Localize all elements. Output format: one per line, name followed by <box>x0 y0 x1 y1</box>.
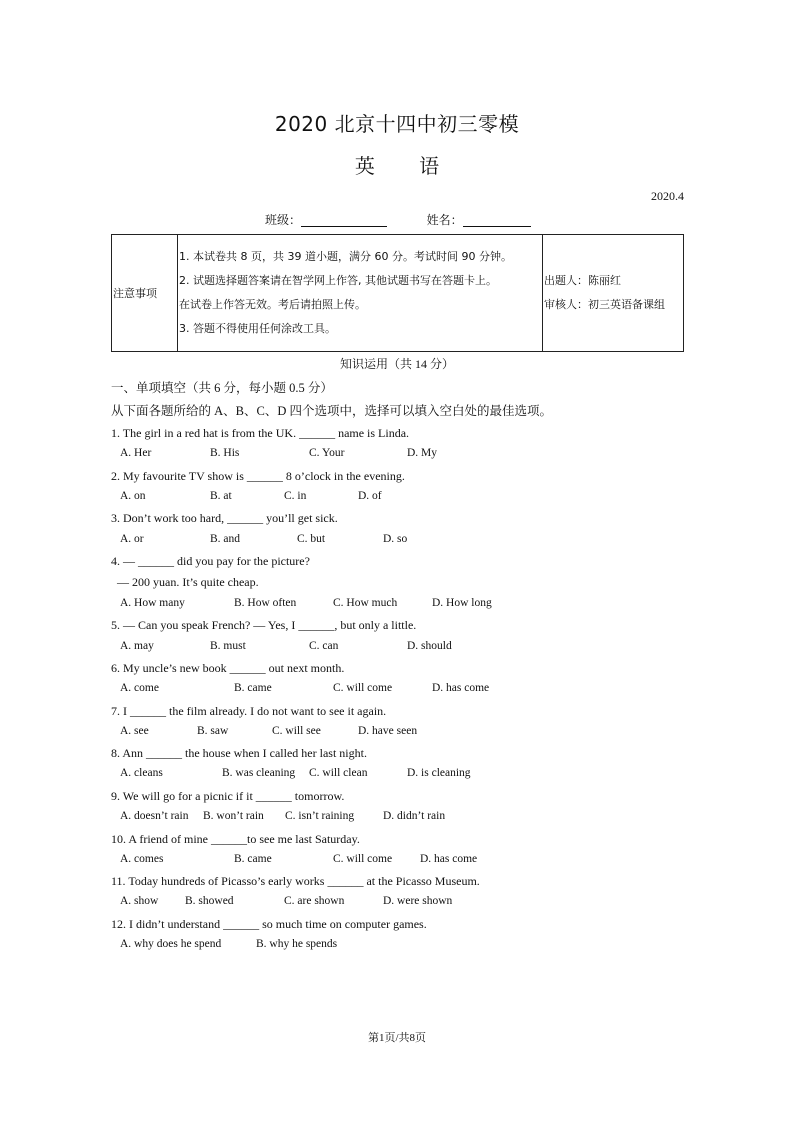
question-stem: 7. I ______ the film already. I do not want to see it again. <box>111 704 387 718</box>
option-d[interactable]: D. has come <box>432 682 490 694</box>
option-c[interactable]: C. can <box>309 640 339 652</box>
option-b[interactable]: B. and <box>210 533 241 545</box>
class-blank[interactable] <box>301 214 387 227</box>
option-d[interactable]: D. were shown <box>383 895 453 907</box>
question-stem: 12. I didn’t understand ______ so much time on computer games. <box>111 917 427 931</box>
option-a[interactable]: A. or <box>120 533 144 545</box>
option-a[interactable]: A. comes <box>120 853 164 865</box>
option-d[interactable]: D. has come <box>420 853 478 865</box>
option-a[interactable]: A. on <box>120 490 146 502</box>
question-stem-answer: — 200 yuan. It’s quite cheap. <box>117 575 259 589</box>
option-a[interactable]: A. come <box>120 682 159 694</box>
notice-line: 3. 答题不得使用任何涂改工具。 <box>179 322 336 335</box>
option-a[interactable]: A. Her <box>120 447 152 459</box>
option-d[interactable]: D. have seen <box>358 725 418 737</box>
notice-line: 在试卷上作答无效。考后请拍照上传。 <box>179 298 366 311</box>
exam-subject: 英 语 <box>354 154 440 178</box>
question-stem: 3. Don’t work too hard, ______ you’ll get sick. <box>111 511 338 525</box>
option-c[interactable]: C. will come <box>333 853 393 865</box>
option-b[interactable]: B. must <box>210 640 246 652</box>
option-a[interactable]: A. show <box>120 895 159 907</box>
option-c[interactable]: C. are shown <box>284 895 345 907</box>
option-a[interactable]: A. why does he spend <box>120 938 222 950</box>
name-blank[interactable] <box>463 214 531 227</box>
option-b[interactable]: B. showed <box>185 895 234 907</box>
option-d[interactable]: D. should <box>407 640 452 652</box>
option-b[interactable]: B. at <box>210 490 232 502</box>
question-stem: 9. We will go for a picnic if it ______ tomorrow. <box>111 789 345 803</box>
notice-content <box>178 235 543 352</box>
notice-label: 注意事项 <box>112 235 178 352</box>
reviewer-text: 审核人：初三英语备课组 <box>544 298 665 311</box>
question-stem: 2. My favourite TV show is ______ 8 o’clock in the evening. <box>111 469 405 483</box>
option-c[interactable]: C. will clean <box>309 767 368 779</box>
part-instruction: 从下面各题所给的 A、B、C、D 四个选项中，选择可以填入空白处的最佳选项。 <box>111 404 552 418</box>
section-title: 知识运用（共 14 分） <box>339 357 454 371</box>
question-stem: 6. My uncle’s new book ______ out next month. <box>111 661 345 675</box>
class-name-line <box>265 211 531 228</box>
question-stem: 4. — ______ did you pay for the picture? <box>111 554 310 568</box>
option-a[interactable]: A. doesn’t rain <box>120 810 189 822</box>
notice-staff <box>543 235 684 352</box>
option-a[interactable]: A. cleans <box>120 767 163 779</box>
setter-text: 出题人：陈丽红 <box>544 274 621 287</box>
option-c[interactable]: C. will see <box>272 725 321 737</box>
notice-table <box>111 234 684 352</box>
part-title: 一、单项填空（共 6 分，每小题 0.5 分） <box>111 381 333 395</box>
question-stem: 8. Ann ______ the house when I called her last night. <box>111 746 367 760</box>
exam-title: 2020 北京十四中初三零模 <box>274 112 520 136</box>
option-b[interactable]: B. won’t rain <box>203 810 264 822</box>
name-label: 姓名： <box>426 213 463 227</box>
option-d[interactable]: D. didn’t rain <box>383 810 446 822</box>
question-stem: 10. A friend of mine ______to see me last Saturday. <box>111 832 360 846</box>
option-d[interactable]: D. of <box>358 490 382 502</box>
question-stem: 1. The girl in a red hat is from the UK. ______ name is Linda. <box>111 426 410 440</box>
option-c[interactable]: C. Your <box>309 447 345 459</box>
question-stem: 11. Today hundreds of Picasso’s early works ______ at the Picasso Museum. <box>111 874 480 888</box>
option-a[interactable]: A. How many <box>120 597 185 609</box>
notice-line: 2. 试题选择题答案请在智学网上作答, 其他试题书写在答题卡上。 <box>179 274 497 287</box>
option-b[interactable]: B. saw <box>197 725 229 737</box>
option-b[interactable]: B. His <box>210 447 240 459</box>
option-b[interactable]: B. was cleaning <box>222 767 296 779</box>
exam-date: 2020.4 <box>651 189 684 203</box>
option-c[interactable]: C. will come <box>333 682 393 694</box>
option-b[interactable]: B. came <box>234 853 272 865</box>
option-d[interactable]: D. is cleaning <box>407 767 471 779</box>
page-footer: 第1页/共8页 <box>367 1032 427 1044</box>
option-b[interactable]: B. why he spends <box>256 938 338 950</box>
class-label: 班级： <box>265 213 302 227</box>
option-c[interactable]: C. isn’t raining <box>285 810 355 822</box>
option-d[interactable]: D. My <box>407 447 438 459</box>
option-a[interactable]: A. see <box>120 725 149 737</box>
option-c[interactable]: C. but <box>297 533 326 545</box>
option-c[interactable]: C. in <box>284 490 307 502</box>
option-a[interactable]: A. may <box>120 640 154 652</box>
notice-line: 1. 本试卷共 8 页，共 39 道小题，满分 60 分。考试时间 90 分钟。 <box>179 250 512 263</box>
question-stem: 5. — Can you speak French? — Yes, I ______, but only a little. <box>111 618 417 632</box>
option-d[interactable]: D. How long <box>432 597 492 609</box>
option-c[interactable]: C. How much <box>333 597 398 609</box>
option-d[interactable]: D. so <box>383 533 408 545</box>
option-b[interactable]: B. came <box>234 682 272 694</box>
option-b[interactable]: B. How often <box>234 597 297 609</box>
